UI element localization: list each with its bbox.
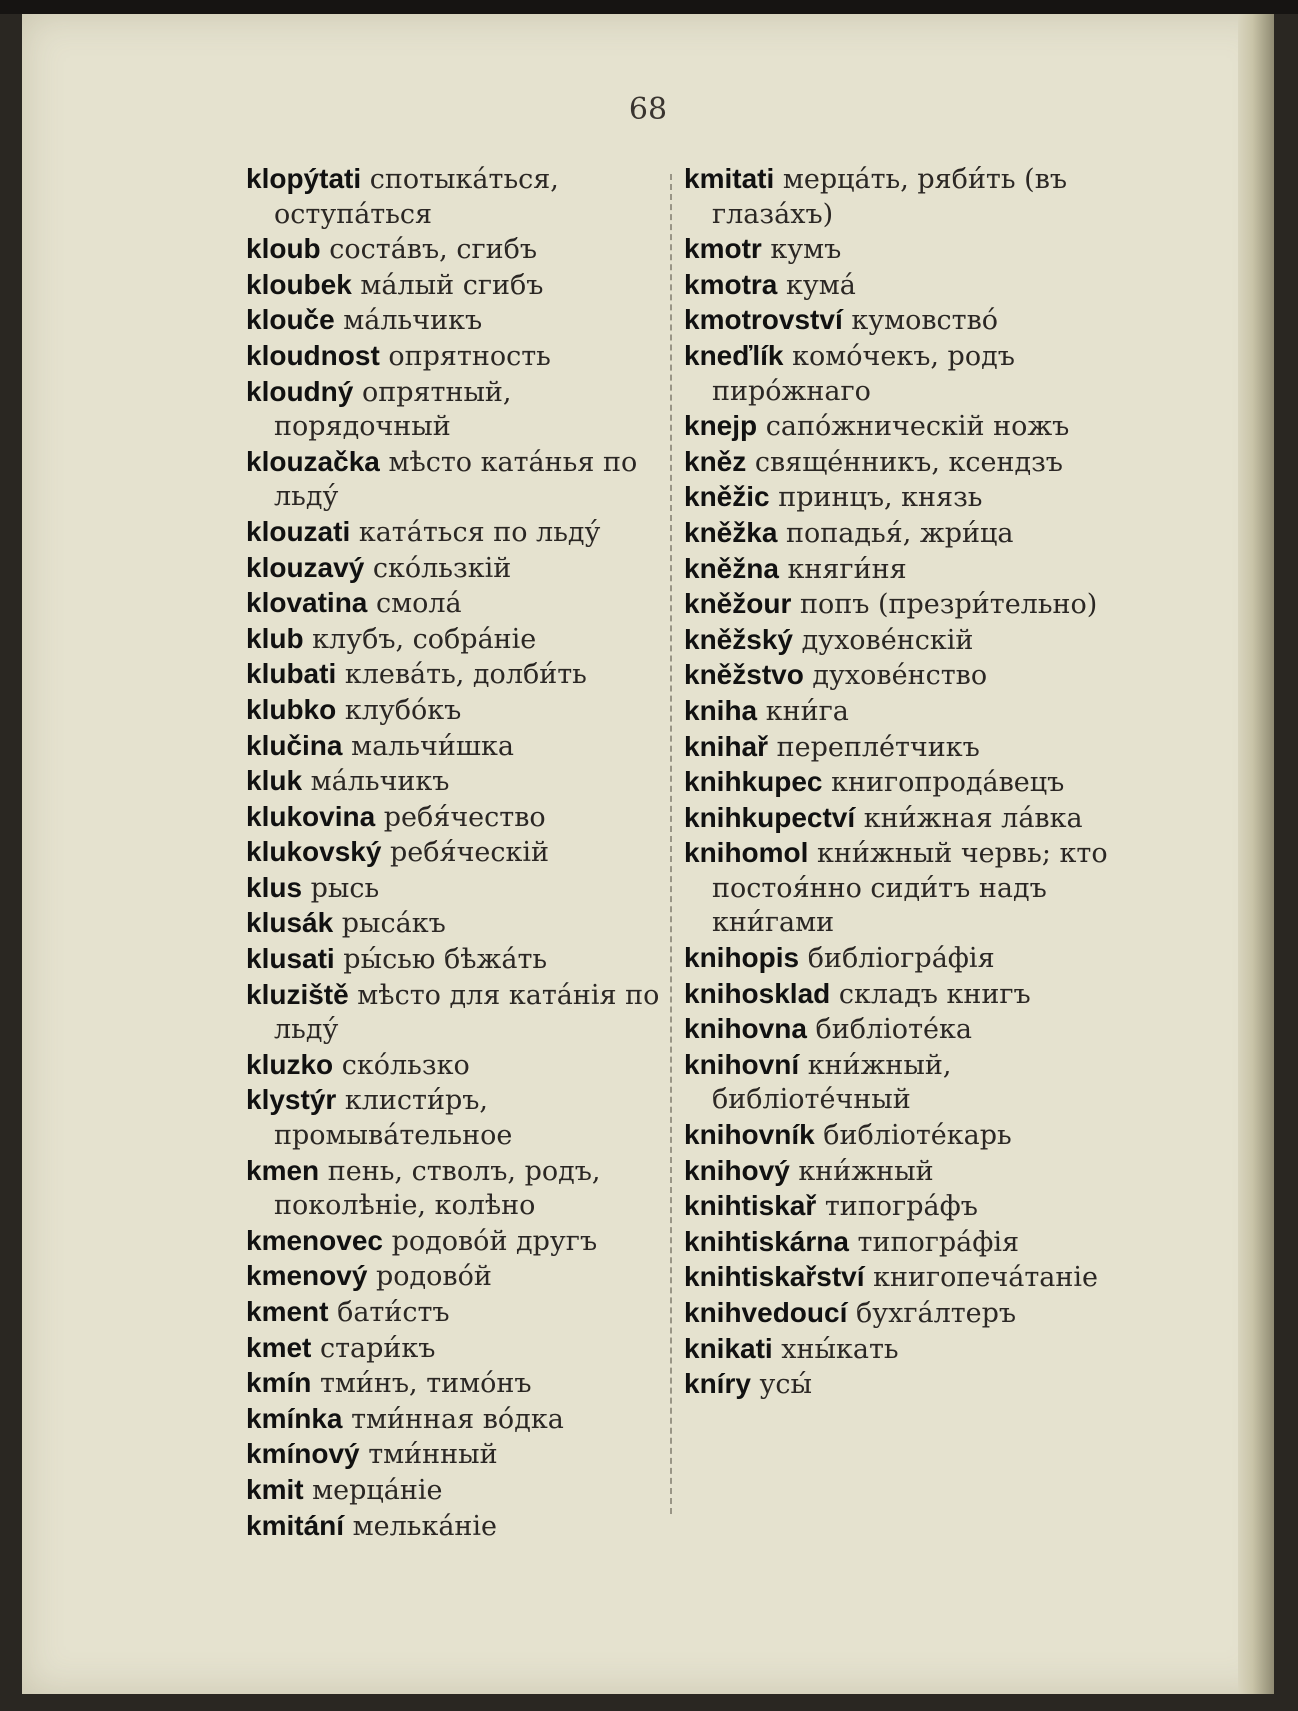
dictionary-entry (246, 1154, 686, 1224)
entry-headword: kmenovec (246, 1224, 383, 1256)
entry-headword: klukovina (246, 800, 376, 832)
entry-translation: рысáкъ (341, 908, 446, 940)
entry-headword: klouče (246, 304, 335, 336)
page-binding-edge (1238, 14, 1274, 1694)
entry-translation: библіотéка (815, 1014, 972, 1046)
entry-headword: knihovna (684, 1013, 807, 1045)
entry-headword: klopýtati (246, 163, 362, 194)
entry-translation: типогрáфъ (824, 1191, 978, 1223)
dictionary-entry (246, 1295, 686, 1331)
entry-translation: комóчекъ, родъ пирóжнаго (712, 340, 1015, 407)
entry-translation: тми́нный (368, 1439, 498, 1471)
dictionary-entry (246, 657, 686, 693)
entry-headword: kmet (246, 1331, 312, 1363)
dictionary-entry (684, 658, 1134, 694)
entry-translation: кни́жный червь; кто постоя́нно сиди́тъ надъ кни́гами (712, 838, 1108, 939)
dictionary-entry (684, 445, 1134, 481)
entry-headword: klub (246, 622, 304, 654)
entry-headword: kmínka (246, 1402, 343, 1434)
entry-headword: kloudnost (246, 339, 380, 371)
scan-top-edge (0, 0, 1298, 14)
dictionary-entry (684, 623, 1134, 659)
entry-translation: опрятный, порядочный (274, 376, 512, 443)
entry-translation: попъ (презри́тельно) (799, 589, 1098, 621)
dictionary-entry (684, 552, 1134, 588)
entry-headword: kmotrovství (684, 304, 843, 336)
entry-translation: клубóкъ (344, 694, 462, 726)
entry-headword: kmotra (684, 268, 778, 300)
dictionary-entry (684, 232, 1134, 268)
entry-headword: klusák (246, 907, 334, 939)
dictionary-entry (684, 1012, 1134, 1048)
dictionary-entry (246, 800, 686, 836)
entry-translation: кни́га (765, 695, 849, 727)
entry-headword: knihovník (684, 1119, 815, 1151)
entry-headword: kněžic (684, 481, 770, 513)
entry-translation: книгопродáвецъ (831, 767, 1065, 799)
entry-translation: пень, стволъ, родъ, поколѣніе, колѣно (274, 1155, 601, 1222)
entry-translation: состáвъ, сгибъ (329, 234, 538, 266)
entry-translation: мерцáть, ряби́ть (въ глазáхъ) (712, 164, 1068, 230)
entry-headword: kloub (246, 233, 321, 265)
entry-headword: kment (246, 1296, 329, 1327)
entry-translation: мáльчикъ (310, 766, 450, 798)
dictionary-entry (684, 587, 1134, 623)
entry-headword: kmenový (246, 1260, 368, 1292)
entry-translation: ребя́ческій (390, 837, 550, 869)
entry-headword: knihovní (684, 1048, 800, 1080)
dictionary-entry (684, 1367, 1134, 1403)
entry-translation: хны́кать (781, 1333, 899, 1365)
entry-headword: kmín (246, 1367, 312, 1399)
dictionary-entry (684, 1260, 1134, 1296)
dictionary-entry (246, 871, 686, 907)
entry-headword: klubati (246, 658, 337, 690)
entry-headword: kmitati (684, 163, 775, 194)
entry-translation: опрятность (388, 340, 551, 372)
entry-translation: тми́нная вóдка (351, 1403, 564, 1435)
dictionary-entry (684, 480, 1134, 516)
entry-headword: klubko (246, 693, 337, 725)
entry-translation: попадья́, жри́ца (786, 517, 1014, 549)
entry-headword: kněžstvo (684, 659, 804, 691)
dictionary-entry (684, 162, 1134, 232)
entry-headword: kněžour (684, 588, 792, 620)
dictionary-entry (246, 339, 686, 375)
entry-headword: kneďlík (684, 339, 784, 371)
dictionary-entry (246, 445, 686, 515)
entry-translation: мáльчикъ (343, 305, 483, 337)
entry-headword: kluzko (246, 1048, 334, 1080)
dictionary-entry (684, 1118, 1134, 1154)
dictionary-entry (684, 730, 1134, 766)
entry-translation: клисти́ръ, промывáтельное (274, 1085, 513, 1152)
entry-headword: kmitání (246, 1509, 345, 1541)
dictionary-entry (684, 1296, 1134, 1332)
entry-translation: кни́жная лáвка (863, 802, 1083, 834)
entry-translation: духовéнскій (801, 624, 974, 656)
entry-headword: knihový (684, 1154, 790, 1186)
entry-translation: типогрáфія (857, 1226, 1020, 1258)
entry-translation: скóльзкій (372, 552, 512, 584)
dictionary-entry (246, 942, 686, 978)
entry-translation: клубъ, собрáніе (312, 623, 537, 655)
dictionary-entry (684, 765, 1134, 801)
entry-headword: kmen (246, 1154, 320, 1186)
dictionary-entry (684, 801, 1134, 837)
entry-headword: knejp (684, 410, 758, 442)
entry-translation: мерцáніе (312, 1474, 443, 1506)
dictionary-entry (684, 268, 1134, 304)
entry-headword: knikati (684, 1332, 773, 1364)
entry-translation: стари́къ (319, 1332, 436, 1364)
entry-headword: klusati (246, 943, 335, 975)
dictionary-entry (246, 1083, 686, 1153)
entry-headword: knihomol (684, 837, 809, 869)
entry-headword: kmotr (684, 233, 762, 265)
dictionary-entry (246, 1437, 686, 1473)
dictionary-entry (246, 764, 686, 800)
dictionary-entry (684, 836, 1134, 941)
entry-headword: klouzačka (246, 445, 380, 477)
dictionary-entry (246, 268, 686, 304)
entry-translation: кни́жный, библіотéчный (712, 1049, 952, 1116)
dictionary-entry (246, 162, 686, 232)
dictionary-entry (246, 622, 686, 658)
dictionary-entry (684, 516, 1134, 552)
entry-headword: kmit (246, 1473, 304, 1505)
entry-headword: kníry (684, 1368, 751, 1400)
entry-headword: knihtiskárna (684, 1225, 849, 1257)
dictionary-entry (246, 1259, 686, 1295)
entry-translation: свящéнникъ, ксендзъ (754, 446, 1063, 478)
entry-headword: knihkupectví (684, 801, 856, 833)
entry-headword: kněžský (684, 623, 793, 655)
entry-translation: мáлый сгибъ (360, 269, 544, 301)
entry-headword: klovatina (246, 587, 368, 619)
entry-translation: бати́стъ (337, 1297, 450, 1328)
entry-translation: родовóй другъ (391, 1225, 598, 1257)
entry-headword: kněžna (684, 552, 779, 584)
page-number: 68 (628, 92, 668, 127)
entry-headword: knihosklad (684, 977, 831, 1009)
entry-headword: knihvedoucí (684, 1297, 848, 1328)
dictionary-entry (246, 232, 686, 268)
entry-headword: kloudný (246, 375, 354, 407)
dictionary-entry (246, 1048, 686, 1084)
dictionary-entry (246, 303, 686, 339)
entry-translation: катáться по льду́ (358, 516, 601, 548)
left-column (246, 162, 686, 1544)
entry-headword: knihopis (684, 942, 800, 974)
dictionary-entry (684, 1225, 1134, 1261)
entry-translation: рысь (310, 872, 380, 904)
entry-headword: kniha (684, 694, 758, 726)
entry-headword: klukovský (246, 836, 382, 868)
dictionary-entry (246, 1224, 686, 1260)
dictionary-entry (246, 1473, 686, 1509)
entry-translation: усы́ (759, 1369, 813, 1401)
entry-translation: переплéтчикъ (776, 731, 980, 763)
dictionary-entry (246, 978, 686, 1048)
entry-translation: княги́ня (787, 553, 907, 585)
entry-translation: библіотéкарь (823, 1120, 1012, 1152)
entry-translation: книгопечáтаніе (873, 1262, 1098, 1294)
entry-headword: knihař (684, 730, 769, 762)
dictionary-entry (684, 694, 1134, 730)
dictionary-entry (246, 906, 686, 942)
entry-translation: духовéнство (812, 660, 988, 692)
entry-translation: мальчи́шка (351, 730, 514, 762)
entry-translation: библіогрáфія (807, 943, 995, 975)
entry-headword: kluk (246, 765, 303, 797)
dictionary-entry (684, 303, 1134, 339)
dictionary-entry (684, 339, 1134, 409)
dictionary-entry (246, 1402, 686, 1438)
dictionary-entry (246, 551, 686, 587)
dictionary-entry (246, 693, 686, 729)
entry-translation: кумá (785, 269, 856, 301)
dictionary-entry (684, 1048, 1134, 1118)
entry-headword: kmínový (246, 1438, 360, 1470)
dictionary-entry (684, 1154, 1134, 1190)
entry-translation: мелькáніе (352, 1510, 498, 1542)
entry-headword: klystýr (246, 1084, 337, 1116)
entry-translation: смолá (375, 588, 462, 620)
entry-headword: knihtiskař (684, 1190, 817, 1222)
entry-headword: klouzati (246, 515, 351, 547)
dictionary-entry (684, 941, 1134, 977)
entry-translation: скóльзко (341, 1049, 470, 1081)
entry-translation: принцъ, князь (778, 482, 983, 514)
entry-translation: кумовствó (851, 305, 999, 337)
entry-headword: kluziště (246, 978, 349, 1010)
entry-headword: kněžka (684, 516, 778, 548)
dictionary-page (22, 14, 1274, 1694)
dictionary-entry (684, 409, 1134, 445)
entry-headword: klouzavý (246, 551, 365, 583)
dictionary-entry (246, 515, 686, 551)
dictionary-entry (246, 586, 686, 622)
entry-translation: тми́нъ, тимóнъ (319, 1368, 532, 1400)
entry-headword: klus (246, 871, 303, 903)
dictionary-entry (246, 1331, 686, 1367)
dictionary-entry (684, 1332, 1134, 1368)
entry-headword: kloubek (246, 268, 352, 300)
entry-translation: спотыкáться, оступáться (274, 164, 559, 230)
entry-headword: klučina (246, 729, 343, 761)
entry-translation: ры́сью бѣжáть (343, 944, 548, 976)
dictionary-entry (246, 1366, 686, 1402)
dictionary-entry (246, 1509, 686, 1545)
entry-translation: мѣсто для катáнія по льду́ (274, 979, 660, 1046)
right-column (684, 162, 1134, 1403)
entry-translation: родовóй (376, 1261, 492, 1293)
dictionary-entry (246, 375, 686, 445)
entry-translation: кни́жный (798, 1155, 934, 1187)
entry-headword: kněz (684, 445, 747, 477)
dictionary-entry (246, 835, 686, 871)
entry-headword: knihkupec (684, 766, 823, 798)
entry-translation: складъ книгъ (838, 978, 1031, 1010)
dictionary-entry (684, 977, 1134, 1013)
dictionary-entry (684, 1189, 1134, 1225)
entry-translation: клевáть, долби́ть (344, 659, 587, 691)
entry-translation: ребя́чество (383, 801, 546, 833)
entry-translation: кумъ (770, 234, 842, 266)
entry-translation: бухгáлтеръ (855, 1298, 1017, 1329)
dictionary-entry (246, 729, 686, 765)
entry-headword: knihtiskařství (684, 1261, 865, 1293)
entry-translation: мѣсто катáнья по льду́ (274, 446, 638, 513)
entry-translation: сапóжническій ножъ (765, 411, 1070, 443)
